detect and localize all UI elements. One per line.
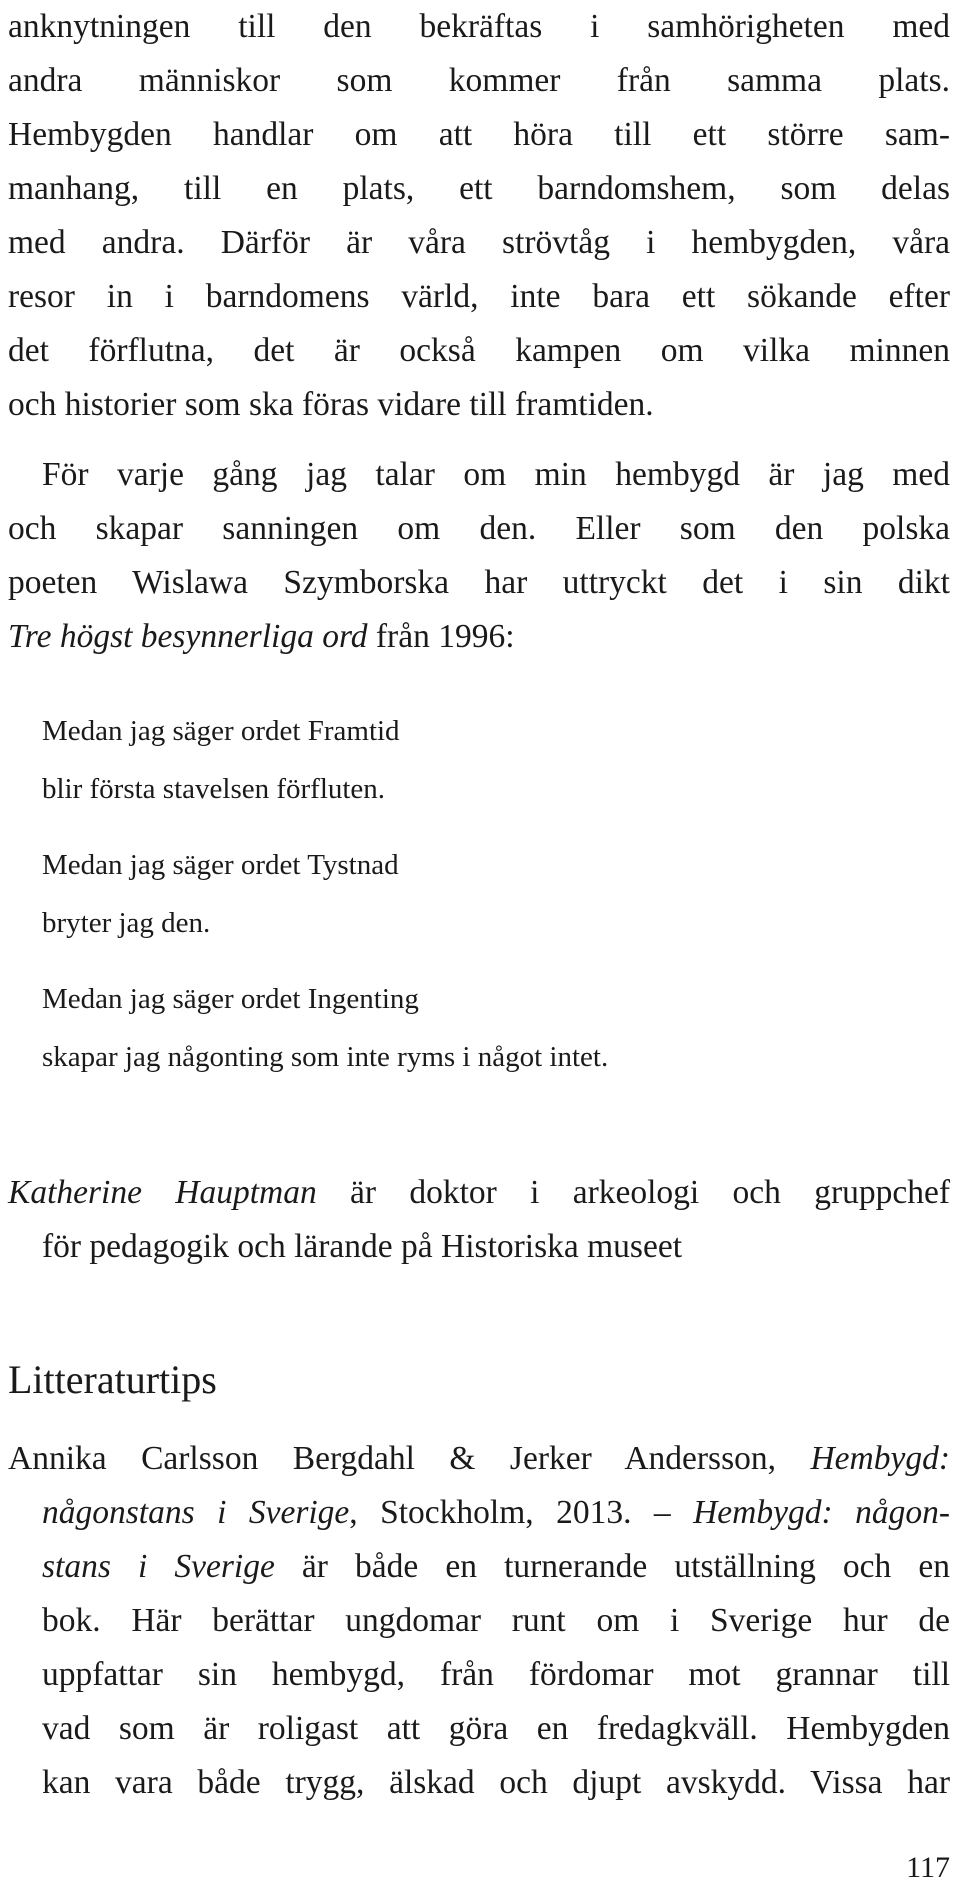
text-line: uppfattar sin hembygd, från fördomar mot grannar till	[42, 1656, 950, 1693]
page-number: 117	[906, 1851, 950, 1884]
poem-line: Medan jag säger ordet Tystnad	[42, 849, 399, 881]
text-line	[8, 1432, 950, 1486]
text-line: manhang, till en plats, ett barndomshem, som delas	[8, 170, 950, 207]
text-line: för pedagogik och lärande på Historiska museet	[42, 1228, 683, 1265]
text-line	[8, 610, 950, 664]
book-title: stans i Sverige	[42, 1548, 275, 1585]
text-line: bok. Här berättar ungdomar runt om i Sverige hur de	[42, 1602, 950, 1639]
text-line	[8, 1486, 950, 1540]
book-title: någonstans i Sverige	[42, 1494, 350, 1531]
book-title: Hembygd:	[810, 1440, 950, 1477]
text-fragment: är doktor i arkeologi och gruppchef	[316, 1174, 950, 1211]
paragraph-2	[8, 448, 950, 664]
paragraph-1	[8, 0, 950, 432]
text-line: det förflutna, det är också kampen om vilka minnen	[8, 332, 950, 369]
text-line: För varje gång jag talar om min hembygd är jag med	[42, 456, 950, 493]
text-line: och skapar sanningen om den. Eller som den polska	[8, 510, 950, 547]
poem-line: Medan jag säger ordet Framtid	[42, 715, 400, 747]
poem-line: Medan jag säger ordet Ingenting	[42, 983, 419, 1015]
text-line: och historier som ska föras vidare till framtiden.	[8, 386, 654, 423]
author-name: Katherine Hauptman	[8, 1174, 317, 1211]
text-line: kan vara både trygg, älskad och djupt avskydd. Vissa har	[42, 1764, 950, 1801]
text-line	[8, 1166, 950, 1220]
poem-line: bryter jag den.	[42, 907, 211, 939]
text-line: Hembygden handlar om att höra till ett större sam-	[8, 116, 950, 153]
text-fragment: Annika Carlsson Bergdahl & Jerker Andersson,	[8, 1440, 811, 1477]
book-title: Hembygd: någon-	[693, 1494, 950, 1531]
text-fragment: från 1996:	[367, 618, 515, 655]
stanza-gap	[42, 818, 608, 836]
section-heading: Litteraturtips	[8, 1357, 217, 1402]
text-line: poeten Wislawa Szymborska har uttryckt det i sin dikt	[8, 564, 950, 601]
poem-quote	[42, 702, 608, 1086]
poem-line: blir första stavelsen förfluten.	[42, 773, 386, 805]
text-line: resor in i barndomens värld, inte bara ett sökande efter	[8, 278, 950, 315]
text-line: vad som är roligast att göra en fredagkväll. Hembygden	[42, 1710, 950, 1747]
text-fragment: , Stockholm, 2013. –	[349, 1494, 694, 1531]
text-line	[8, 1540, 950, 1594]
text-fragment: är både en turnerande utställning och en	[274, 1548, 950, 1585]
text-line: andra människor som kommer från samma plats.	[8, 62, 950, 99]
stanza-gap	[42, 952, 608, 970]
poem-title: Tre högst besynnerliga ord	[8, 618, 368, 655]
poem-line: skapar jag någonting som inte ryms i något intet.	[42, 1041, 609, 1073]
author-note	[8, 1166, 950, 1274]
literature-tips	[8, 1432, 950, 1810]
text-line: med andra. Därför är våra strövtåg i hembygden, våra	[8, 224, 950, 261]
text-line: anknytningen till den bekräftas i samhörigheten med	[8, 8, 950, 45]
